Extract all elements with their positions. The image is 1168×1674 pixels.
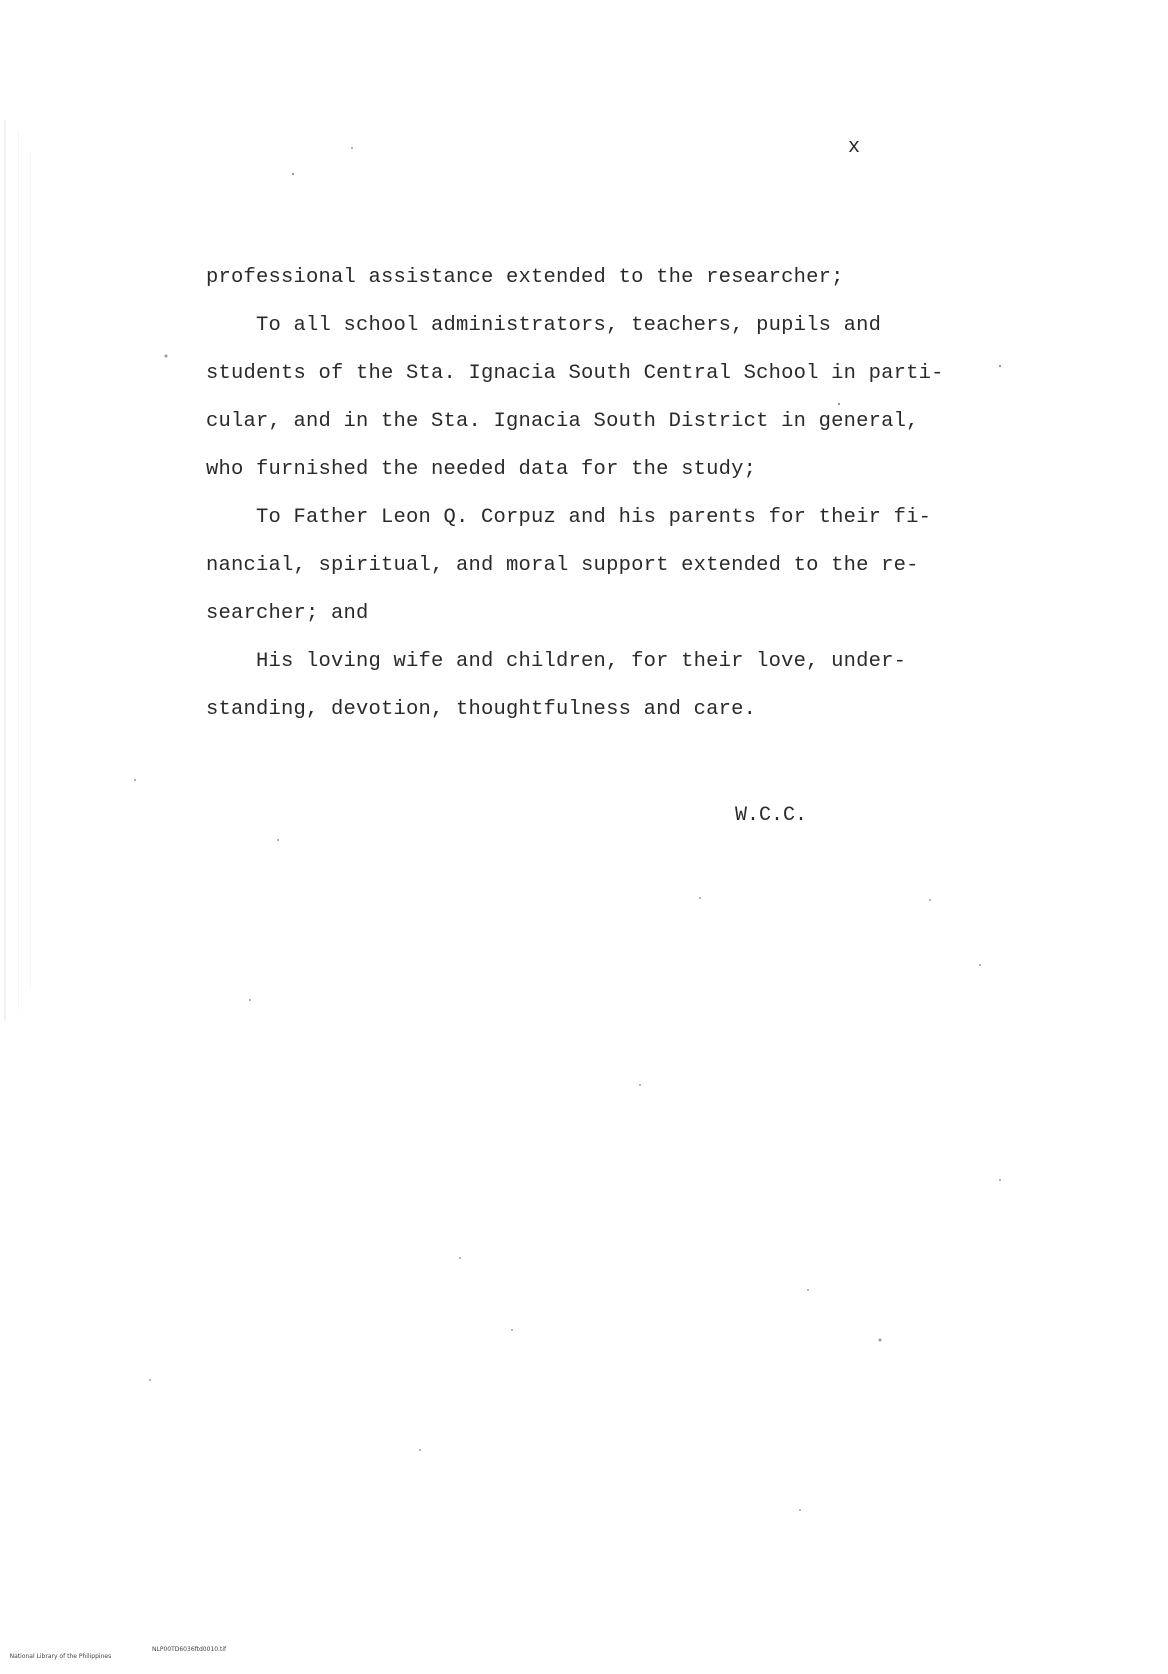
text-line: nancial, spiritual, and moral support extended to the re- <box>206 554 919 577</box>
text-line: To Father Leon Q. Corpuz and his parents for their fi- <box>206 506 932 529</box>
text-line: standing, devotion, thoughtfulness and care. <box>206 698 757 721</box>
file-id: NLP00TD6036ftd0010.tif <box>152 1646 227 1653</box>
text-line: searcher; and <box>206 602 369 625</box>
scan-footer <box>2 1646 227 1674</box>
text-line: cular, and in the Sta. Ignacia South District in general, <box>206 410 919 433</box>
page-number: x <box>848 136 861 159</box>
signature-initials: W.C.C. <box>735 804 808 827</box>
text-line: professional assistance extended to the researcher; <box>206 266 844 289</box>
library-credit: National Library of the Philippines <box>9 1653 112 1660</box>
text-line: who furnished the needed data for the study; <box>206 458 757 481</box>
text-line: students of the Sta. Ignacia South Central School in parti- <box>206 362 944 385</box>
text-line: His loving wife and children, for their love, under- <box>206 650 907 673</box>
text-line: To all school administrators, teachers, pupils and <box>206 314 882 337</box>
